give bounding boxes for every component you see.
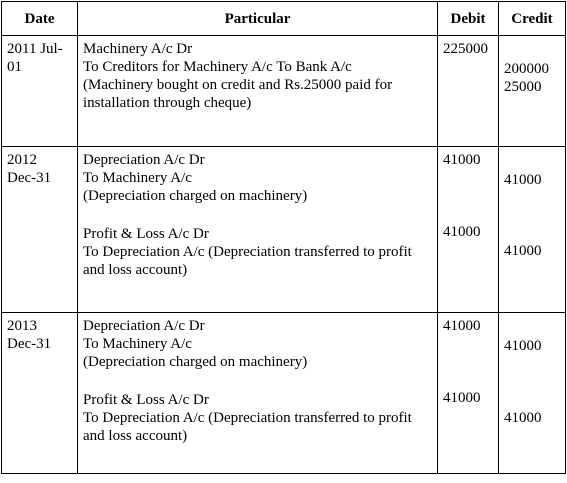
credit-account: To Depreciation A/c (Depreciation transferred to profit and loss account) — [83, 410, 412, 444]
debit-cell — [438, 147, 499, 313]
journal-entry-table — [1, 1, 566, 474]
credit-account: To Machinery A/c — [83, 336, 192, 352]
table-row — [2, 36, 566, 147]
date-text: Dec-31 — [7, 170, 52, 186]
date-text: 2012 — [7, 152, 37, 168]
narration: (Depreciation charged on machinery) — [83, 188, 308, 204]
debit-amount: 225000 — [443, 41, 488, 57]
credit-cell — [499, 36, 566, 147]
date-text: 01 — [7, 59, 22, 75]
header-date: Date — [2, 2, 78, 36]
header-credit: Credit — [499, 2, 566, 36]
date-cell — [2, 36, 78, 147]
credit-amount: 200000 — [504, 61, 549, 77]
credit-amount: 41000 — [504, 172, 542, 188]
date-text: 2013 — [7, 318, 37, 334]
debit-amount: 41000 — [443, 318, 481, 334]
credit-amount: 41000 — [504, 410, 542, 426]
credit-amount: 41000 — [504, 243, 542, 259]
credit-account: To Creditors for Machinery A/c To Bank A/c — [83, 59, 352, 75]
credit-cell — [499, 313, 566, 474]
credit-amount: 41000 — [504, 338, 542, 354]
debit-amount: 41000 — [443, 224, 481, 240]
date-cell — [2, 313, 78, 474]
header-row — [2, 2, 566, 36]
debit-account: Profit & Loss A/c Dr — [83, 392, 209, 408]
debit-account: Depreciation A/c Dr — [83, 318, 205, 334]
debit-account: Machinery A/c Dr — [83, 41, 193, 57]
table-row — [2, 147, 566, 313]
debit-account: Depreciation A/c Dr — [83, 152, 205, 168]
debit-amount: 41000 — [443, 390, 481, 406]
credit-account: To Machinery A/c — [83, 170, 192, 186]
debit-amount: 41000 — [443, 152, 481, 168]
narration: (Machinery bought on credit and Rs.25000 paid for installation through cheque) — [83, 77, 393, 111]
debit-account: Profit & Loss A/c Dr — [83, 226, 209, 242]
credit-cell — [499, 147, 566, 313]
debit-cell — [438, 313, 499, 474]
date-cell — [2, 147, 78, 313]
date-text: 2011 Jul- — [7, 41, 63, 57]
date-text: Dec-31 — [7, 336, 52, 352]
particular-cell — [78, 147, 438, 313]
credit-amount: 25000 — [504, 79, 542, 95]
table-row — [2, 313, 566, 474]
header-debit: Debit — [438, 2, 499, 36]
debit-cell — [438, 36, 499, 147]
particular-cell — [78, 313, 438, 474]
credit-account: To Depreciation A/c (Depreciation transferred to profit and loss account) — [83, 244, 412, 278]
particular-cell — [78, 36, 438, 147]
narration: (Depreciation charged on machinery) — [83, 354, 308, 370]
header-particular: Particular — [78, 2, 438, 36]
